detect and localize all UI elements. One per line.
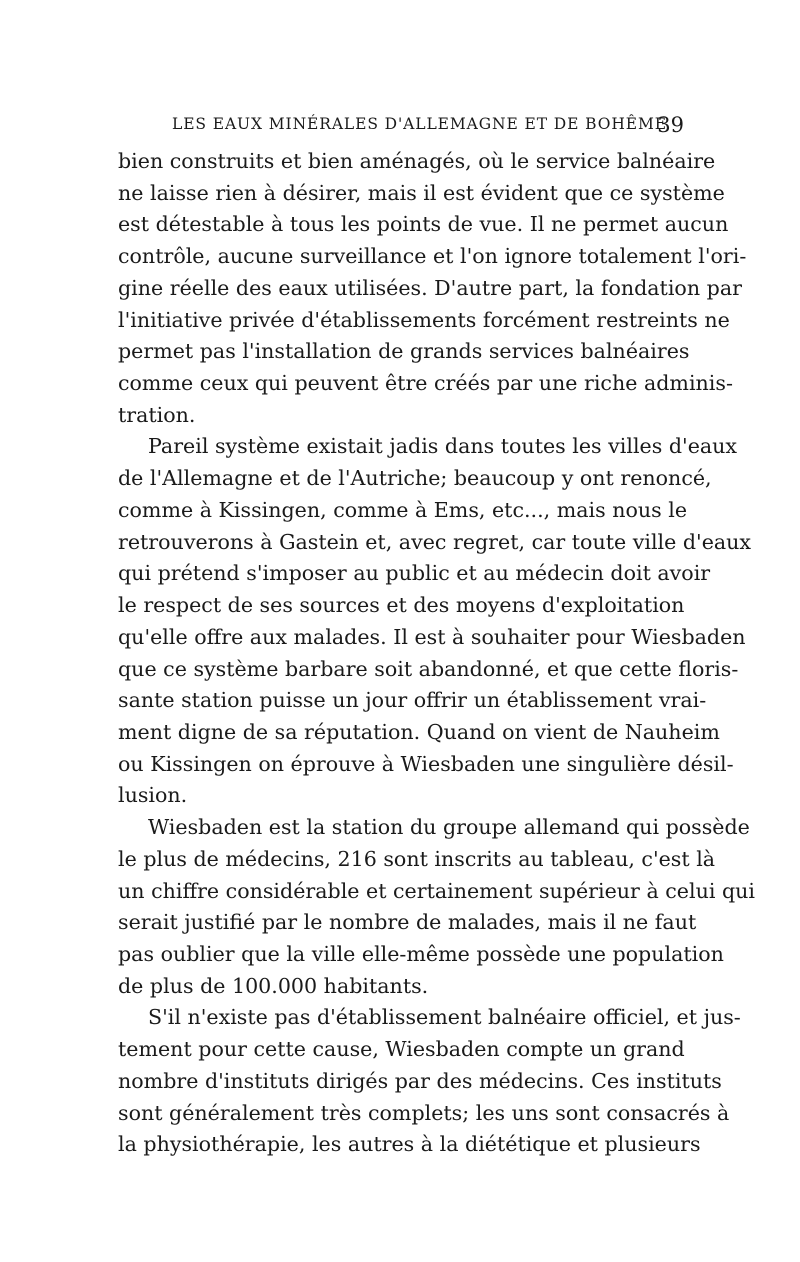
text-line: Wiesbaden est la station du groupe allemand qui possède [148, 815, 750, 840]
paragraph [118, 812, 756, 1002]
paragraph [118, 146, 747, 431]
text-line: ment digne de sa réputation. Quand on vient de Nauheim [118, 719, 720, 744]
text-line: retrouverons à Gastein et, avec regret, car toute ville d'eaux [118, 529, 752, 554]
paragraph [118, 431, 752, 812]
text-line: un chiffre considérable et certainement supérieur à celui qui [118, 878, 756, 903]
paragraph [118, 1002, 741, 1161]
text-line: tration. [118, 402, 196, 427]
body-text [118, 146, 756, 1161]
text-line: l'initiative privée d'établissements forcément restreints ne [118, 307, 730, 332]
text-line: ou Kissingen on éprouve à Wiesbaden une singulière désil- [118, 751, 734, 776]
text-line: nombre d'instituts dirigés par des médecins. Ces instituts [118, 1068, 722, 1093]
text-line: permet pas l'installation de grands services balnéaires [118, 339, 690, 364]
page-number: 39 [657, 113, 684, 137]
text-line: sont généralement très complets; les uns sont consacrés à [118, 1100, 730, 1125]
text-line: comme à Kissingen, comme à Ems, etc..., mais nous le [118, 497, 688, 522]
running-title: LES EAUX MINÉRALES D'ALLEMAGNE ET DE BOHÊME [172, 115, 667, 133]
text-line: de l'Allemagne et de l'Autriche; beaucoup y ont renoncé, [118, 466, 712, 491]
text-line: lusion. [118, 783, 188, 808]
running-head [172, 113, 684, 141]
text-line: bien construits et bien aménagés, où le service balnéaire [118, 149, 716, 173]
text-line: comme ceux qui peuvent être créés par une riche adminis- [118, 371, 733, 396]
text-line: ne laisse rien à désirer, mais il est évident que ce système [118, 180, 725, 205]
text-line: le plus de médecins, 216 sont inscrits au tableau, c'est là [118, 846, 716, 871]
text-line: de plus de 100.000 habitants. [118, 973, 429, 998]
text-line: qu'elle offre aux malades. Il est à souhaiter pour Wiesbaden [118, 624, 746, 649]
text-line: le respect de ses sources et des moyens d'exploitation [118, 593, 685, 618]
text-line: pas oublier que la ville elle-même possède une population [118, 941, 724, 966]
text-line: qui prétend s'imposer au public et au médecin doit avoir [118, 561, 711, 586]
text-line: serait justifié par le nombre de malades, mais il ne faut [118, 910, 697, 935]
text-line: est détestable à tous les points de vue. Il ne permet aucun [118, 212, 729, 237]
text-line: S'il n'existe pas d'établissement balnéaire officiel, et jus- [148, 1005, 741, 1030]
text-line: contrôle, aucune surveillance et l'on ignore totalement l'ori- [118, 244, 747, 269]
text-line: tement pour cette cause, Wiesbaden compte un grand [118, 1037, 685, 1062]
text-line: gine réelle des eaux utilisées. D'autre part, la fondation par [118, 275, 742, 300]
text-line: la physiothérapie, les autres à la diététique et plusieurs [118, 1132, 701, 1157]
text-line: que ce système barbare soit abandonné, et que cette floris- [118, 656, 739, 681]
text-line: sante station puisse un jour offrir un établissement vrai- [118, 688, 707, 713]
text-line: Pareil système existait jadis dans toutes les villes d'eaux [148, 434, 738, 459]
